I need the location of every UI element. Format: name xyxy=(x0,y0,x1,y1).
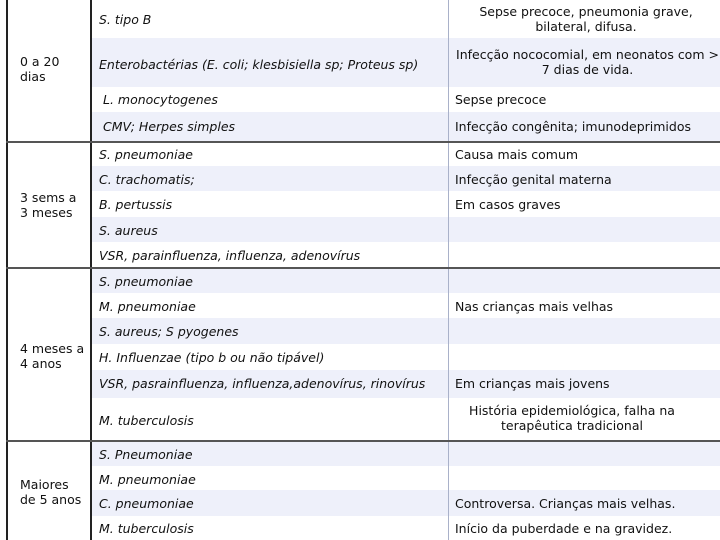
organism-cell: S. Pneumoniae xyxy=(99,447,193,462)
note-cell: Infecção nococomial, em neonatos com > 7 dias de vida. xyxy=(456,47,719,77)
organism-cell: S. pneumoniae xyxy=(99,274,193,289)
note-cell: Infecção genital materna xyxy=(455,172,612,187)
note-cell: Em crianças mais jovens xyxy=(455,376,610,391)
group-separator xyxy=(6,440,720,442)
note-cell: História epidemiológica, falha na terapêutica tradicional xyxy=(469,403,675,433)
organism-cell: Enterobactérias (E. coli; klesbisiella sp; Proteus sp) xyxy=(99,57,419,72)
organism-cell: L. monocytogenes xyxy=(103,92,218,107)
organism-cell: B. pertussis xyxy=(99,197,173,212)
note-cell: Infecção congênita; imunodeprimidos xyxy=(455,119,691,134)
organism-cell: M. pneumoniae xyxy=(99,299,196,314)
organism-cell: S. aureus xyxy=(99,223,158,238)
note-cell: Controversa. Crianças mais velhas. xyxy=(455,496,676,511)
organism-cell: C. pneumoniae xyxy=(99,496,194,511)
organism-cell: S. aureus; S pyogenes xyxy=(99,324,239,339)
row-band xyxy=(92,217,720,242)
organism-cell: CMV; Herpes simples xyxy=(103,119,236,134)
organism-cell: S. pneumoniae xyxy=(99,147,193,162)
note-cell: Em casos graves xyxy=(455,197,561,212)
organism-cell: M. tuberculosis xyxy=(99,521,194,536)
age-group-label: 0 a 20 dias xyxy=(20,54,60,84)
age-group-label: Maiores de 5 anos xyxy=(20,477,82,507)
notes-column-divider xyxy=(448,0,449,540)
note-cell: Sepse precoce xyxy=(455,92,547,107)
organism-cell: VSR, parainfluenza, influenza, adenovírus xyxy=(99,248,361,263)
organism-cell: S. tipo B xyxy=(99,12,152,27)
organism-cell: C. trachomatis; xyxy=(99,172,195,187)
group-separator xyxy=(6,141,720,143)
organism-cell: M. pneumoniae xyxy=(99,472,196,487)
organism-cell: VSR, pasrainfluenza, influenza,adenovírus, rinovírus xyxy=(99,376,426,391)
note-cell: Causa mais comum xyxy=(455,147,579,162)
organism-cell: H. Influenzae (tipo b ou não tipável) xyxy=(99,350,325,365)
note-cell: Nas crianças mais velhas xyxy=(455,299,614,314)
age-group-label: 3 sems a 3 meses xyxy=(20,190,77,220)
table-left-border xyxy=(6,0,8,540)
age-group-label: 4 meses a 4 anos xyxy=(20,341,85,371)
row-band xyxy=(92,191,720,217)
age-column-divider xyxy=(90,0,92,540)
organism-cell: M. tuberculosis xyxy=(99,413,194,428)
group-separator xyxy=(6,267,720,269)
note-cell: Início da puberdade e na gravidez. xyxy=(455,521,673,536)
note-cell: Sepse precoce, pneumonia grave, bilateral, difusa. xyxy=(479,4,693,34)
